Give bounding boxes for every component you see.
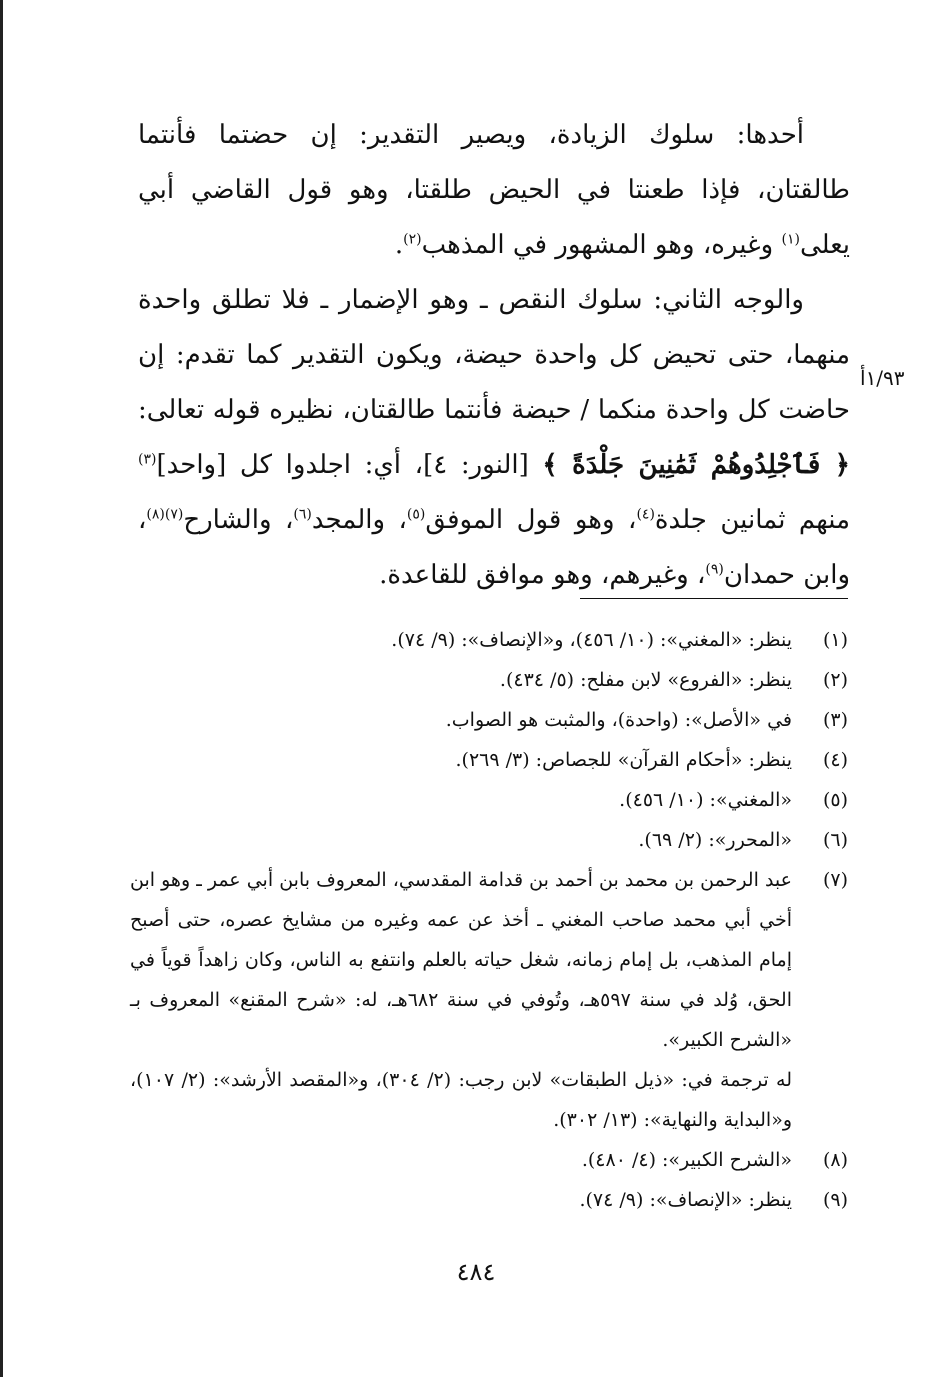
footnote-5 <box>130 780 848 820</box>
footnote-text: ينظر: «الفروع» لابن مفلح: (٥/ ٤٣٤). <box>499 669 792 691</box>
footnotes <box>130 620 848 1220</box>
footnote-text: «المحرر»: (٢/ ٦٩). <box>638 829 792 851</box>
page-number: ٤٨٤ <box>456 1258 496 1286</box>
margin-folio-note: ١/٩٣أ <box>860 366 905 390</box>
footnote-ref-8: (٨) <box>146 506 165 523</box>
footnote-ref-9: (٩) <box>705 561 724 578</box>
footnote-9 <box>130 1180 848 1220</box>
footnote-8 <box>130 1140 848 1180</box>
footnote-text: ينظر: «الإنصاف»: (٩/ ٧٤). <box>579 1189 792 1211</box>
footnote-number: (٥) <box>822 789 848 811</box>
footnote-ref-6: (٦) <box>293 506 312 523</box>
footnote-4 <box>130 740 848 780</box>
footnote-number: (٣) <box>822 709 848 731</box>
footnote-number: (٨) <box>822 1149 848 1171</box>
quran-verse: ﴿ فَٱجْلِدُوهُمْ ثَمَٰنِينَ جَلْدَةً ﴾ <box>542 450 850 480</box>
footnote-divider <box>580 598 848 599</box>
footnote-number: (١) <box>822 629 848 651</box>
footnote-text: في «الأصل»: (واحدة)، والمثبت هو الصواب. <box>445 709 792 731</box>
footnote-7-biography-sources: له ترجمة في: «ذيل الطبقات» لابن رجب: (٢/ ٣٠٤)، و«المقصد الأرشد»: (٢/ ١٠٧)، و«البداية والنهاية»: (١٣/ ٣٠٢). <box>130 1069 793 1131</box>
footnote-6 <box>130 820 848 860</box>
footnote-text: ينظر: «أحكام القرآن» للجصاص: (٣/ ٢٦٩). <box>455 749 792 771</box>
footnote-number: (٢) <box>822 669 848 691</box>
footnote-ref-7: (٧) <box>164 506 184 523</box>
footnote-2 <box>130 660 848 700</box>
footnote-7 <box>130 860 848 1060</box>
main-text <box>138 108 850 603</box>
footnote-text: ينظر: «المغني»: (١٠/ ٤٥٦)، و«الإنصاف»: (٩/ ٧٤). <box>391 629 792 651</box>
footnote-ref-4: (٤) <box>636 506 655 523</box>
footnote-3 <box>130 700 848 740</box>
paragraph-1: أحدها: سلوك الزيادة، ويصير التقدير: إن حضتما فأنتما طالقتان، فإذا طعنتا في الحيض طلقتا، وهو قول القاضي أبي يعلى$^{(١)}$ وغيره، وهو المشهور في المذهب$^{(٢)}$. <box>138 120 850 260</box>
footnote-number: (٧) <box>822 869 848 891</box>
footnote-1 <box>130 620 848 660</box>
footnote-text: «الشرح الكبير»: (٤/ ٤٨٠). <box>581 1149 792 1171</box>
footnote-number: (٩) <box>822 1189 848 1211</box>
footnote-ref-2: (٢) <box>403 231 422 248</box>
footnote-ref-5: (٥) <box>406 506 426 523</box>
footnote-ref-3: (٣) <box>138 451 157 468</box>
paragraph-2: والوجه الثاني: سلوك النقص ـ وهو الإضمار ـ فلا تطلق واحدة منهما، حتى تحيض كل واحدة حيضة، ويكون التقدير كما تقدم: إن حاضت كل واحدة منكما / حيضة فأنتما طالقتان، نظيره قوله تعالى: ﴿ فَٱجْلِدُوهُمْ ثَمَٰنِينَ جَلْدَةً ﴾ [النور: ٤]، أي: اجلدوا كل [واحد]$^{(٣)}$ منهم ثمانين جلدة$^{(٤)}$، وهو قول الموفق$^{(٥)}$، والمجد$^{(٦)}$، والشارح$^{(٧)(٨)}$، وابن حمدان$^{(٩)}$، وغيرهم، وهو موافق للقاعدة. <box>138 285 850 590</box>
footnote-ref-1: (١) <box>781 231 800 248</box>
footnote-text: «المغني»: (١٠/ ٤٥٦). <box>619 789 792 811</box>
page-edge <box>0 0 3 1377</box>
footnote-number: (٤) <box>822 749 848 771</box>
footnote-number: (٦) <box>822 829 848 851</box>
footnote-text: عبد الرحمن بن محمد بن أحمد بن قدامة المقدسي، المعروف بابن أبي عمر ـ وهو ابن أخي أبي محمد صاحب المغني ـ أخذ عن عمه وغيره من مشايخ عصره، حتى أصبح إمام المذهب، بل إمام زمانه، شغل حياته بالعلم وانتفع به الناس، وكان زاهداً قوياً في الحق، وُلد في سنة ٥٩٧هـ، وتُوفي في سنة ٦٨٢هـ، له: «شرح المقنع» المعروف بـ «الشرح الكبير». <box>130 869 792 1051</box>
